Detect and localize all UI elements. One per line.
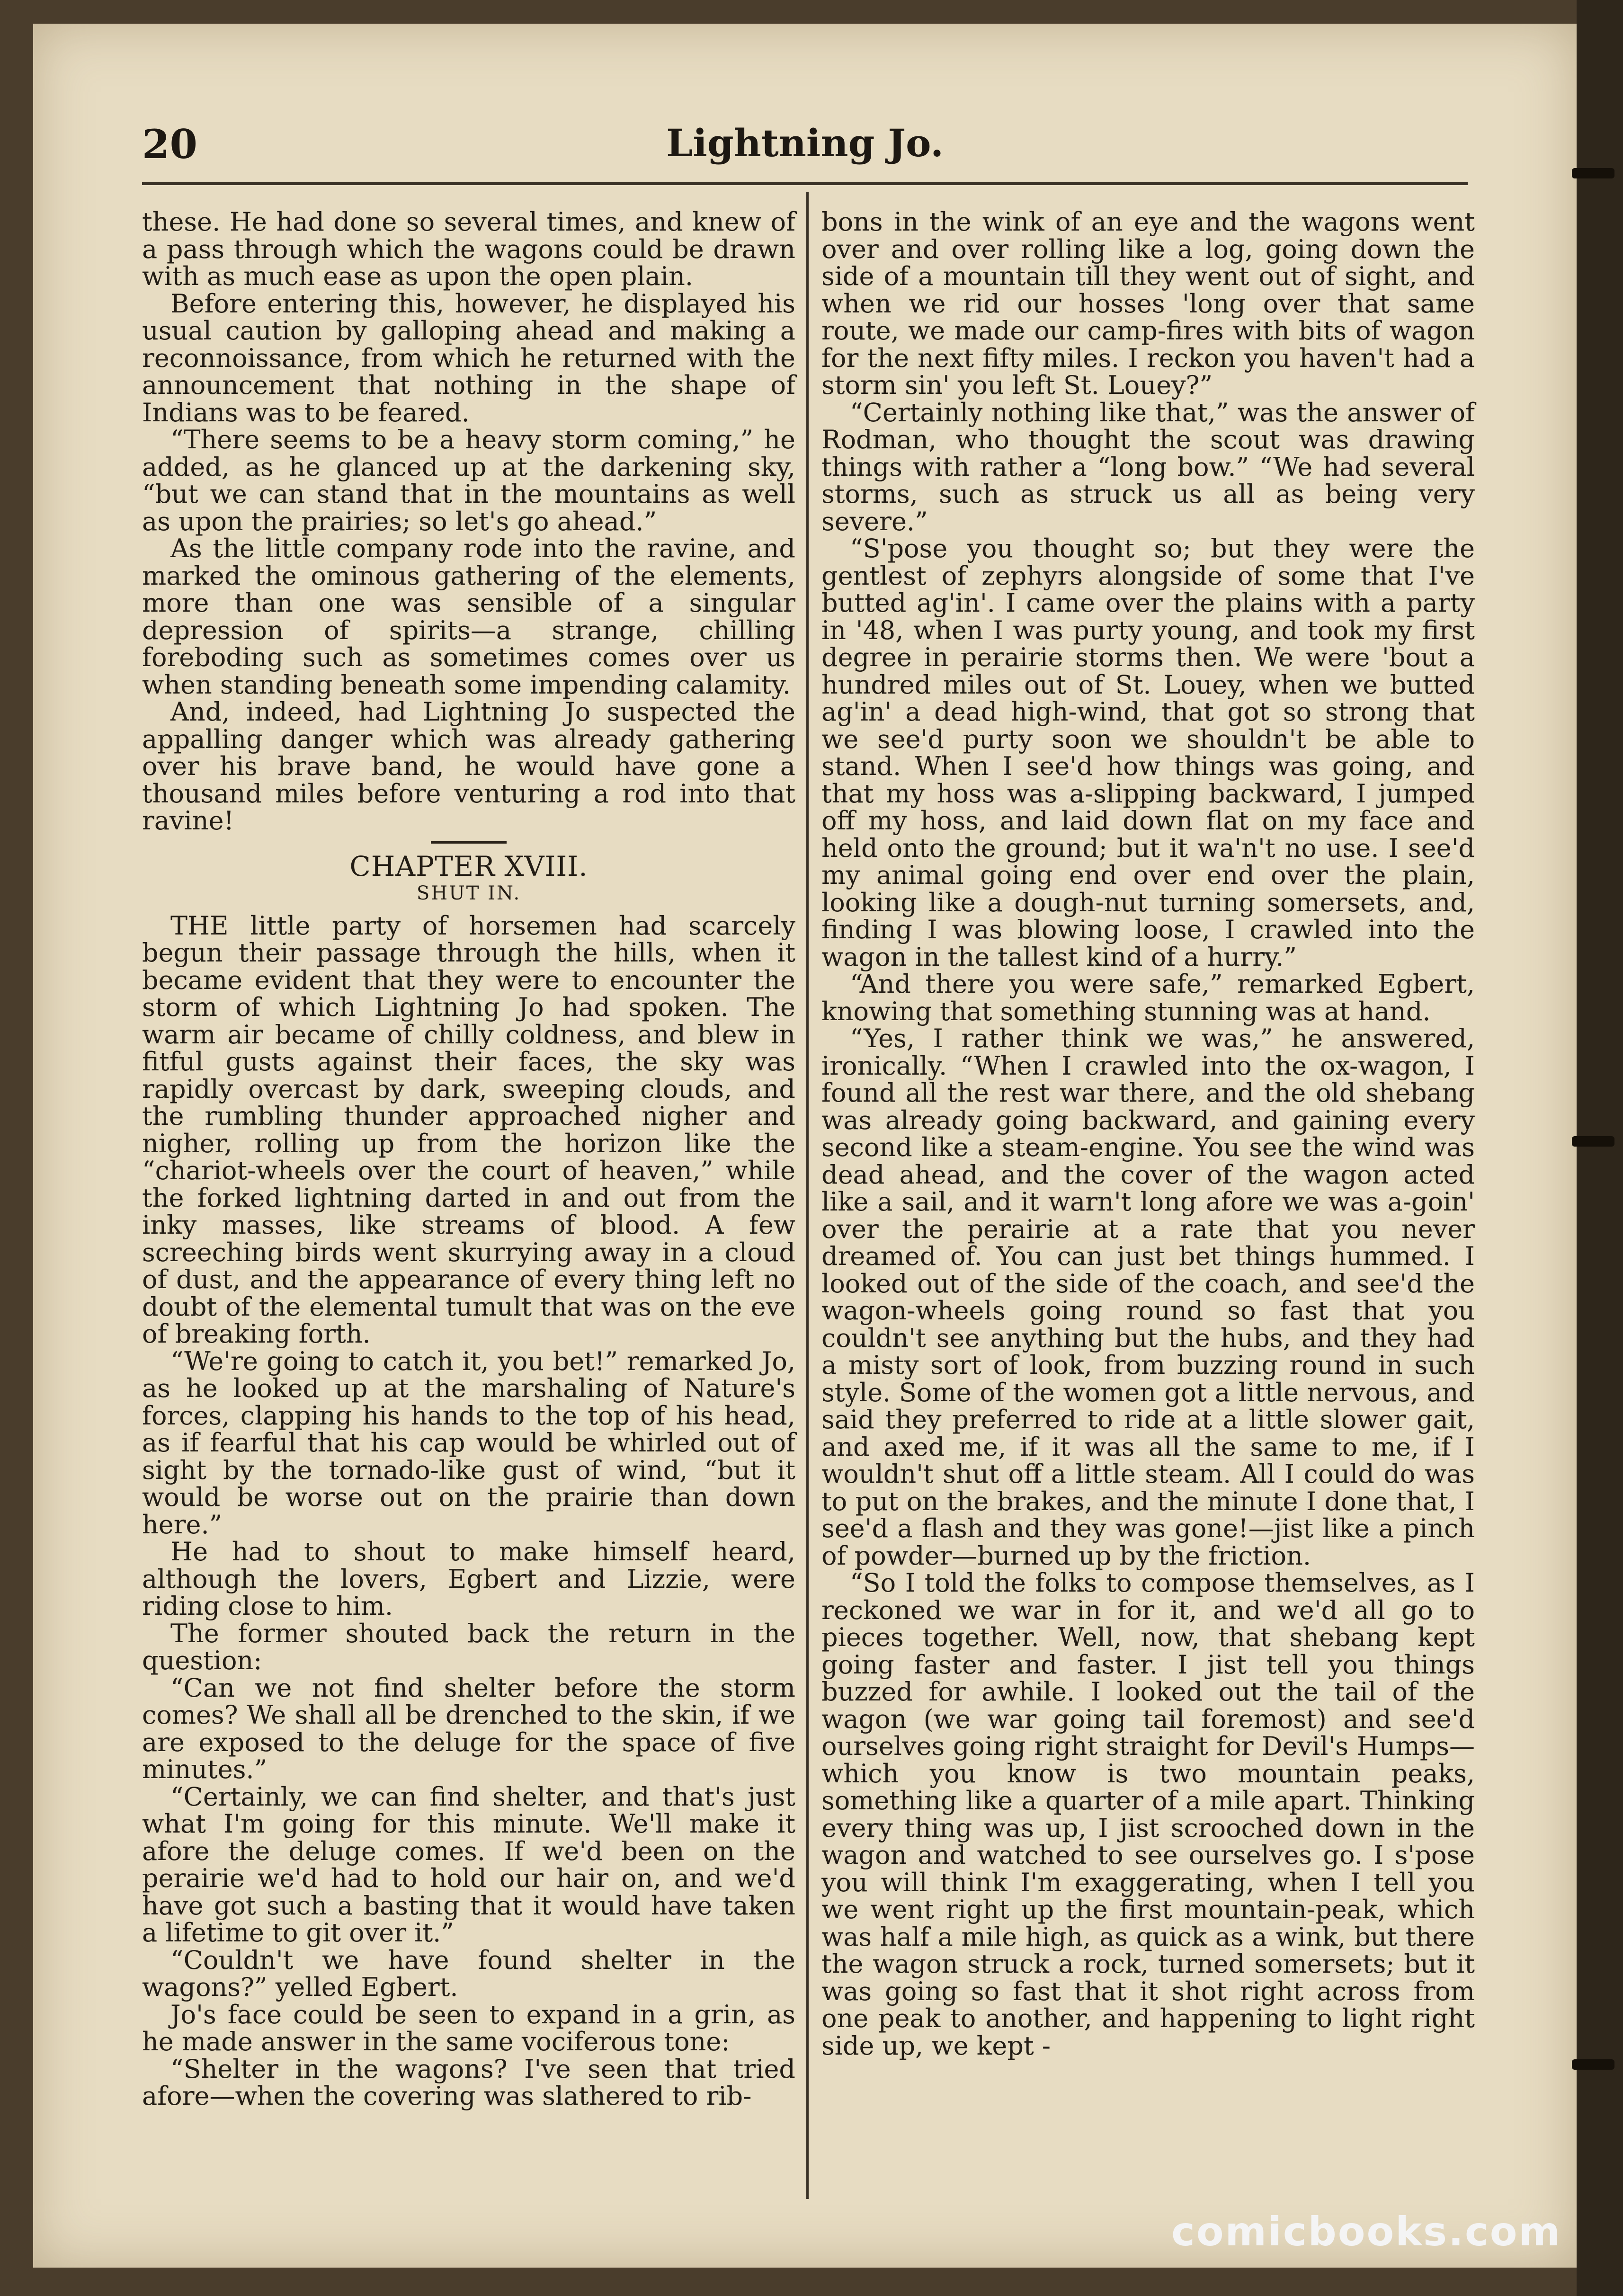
left-column xyxy=(142,208,795,2110)
section-separator xyxy=(431,841,507,844)
paragraph: “There seems to be a heavy storm coming,” he added, as he glanced up at the darkening sky, “but we can stand that in the mountains as well as upon the prairies; so let's go ahead.” xyxy=(142,425,795,536)
paragraph: these. He had done so several times, and knew of a pass through which the wagons could be drawn with as much ease as upon the open plain. xyxy=(142,207,795,291)
paragraph: THE little party of horsemen had scarcely begun their passage through the hills, when it became evident that they were to encounter the storm of which Lightning Jo had spoken. The warm air became of chilly coldness, and blew in fitful gusts against their faces, the sky was rapidly overcast by dark, sweeping clouds, and the rumbling thunder approached nigher and nigher, rolling up from the horizon like the “chariot-wheels over the court of heaven,” while the forked lightning darted in and out from the inky masses, like streams of blood. A few screeching birds went skurrying away in a cloud of dust, and the appearance of every thing left no doubt of the elemental tumult that was on the eve of breaking forth. xyxy=(142,910,795,1349)
paragraph: “So I told the folks to compose themselves, as I reckoned we war in for it, and we'd all go to pieces together. Well, now, that shebang kept going faster and faster. I jist tell you things buzzed for awhile. I looked out the tail of the wagon (we war going tail foremost) and see'd ourselves going right straight for Devil's Humps—which you know is two mountain peaks, something like a quarter of a mile apart. Thinking every thing was up, I jist scrooched down in the wagon and watched to see ourselves go. I s'pose you will think I'm exaggerating, when I tell you we went right up the first mountain-peak, which was half a mile high, as quick as a wink, but there the wagon struck a rock, turned somersets; but it was going so fast that it shot right across from one peak to another, and happening to light right side up, we kept - xyxy=(821,1568,1475,2061)
paragraph: Before entering this, however, he displayed his usual caution by galloping ahead and making a reconnoissance, from which he returned with the announcement that nothing in the shape of Indians was to be feared. xyxy=(142,288,795,427)
paragraph: “S'pose you thought so; but they were the gentlest of zephyrs alongside of some that I've butted ag'in'. I came over the plains with a party in '48, when I was purty young, and took my first degree in perairie storms then. We were 'bout a hundred miles out of St. Louey, when we butted ag'in' a dead high-wind, that got so strong that we see'd purty soon we shouldn't be able to stand. When I see'd how things was going, and that my hoss was a-slipping backward, I jumped off my hoss, and laid down flat on my face and held onto the ground; but it wa'n't no use. I see'd my animal going end over end over the plain, looking like a dough-nut turning somersets, and, finding I was blowing loose, I crawled into the wagon in the tallest kind of a hurry.” xyxy=(821,534,1475,972)
paragraph: “Certainly, we can find shelter, and that's just what I'm going for this minute. We'll make it afore the deluge comes. If we'd been on the perairie we'd had to hold our hair on, and we'd have got such a basting that it would have taken a lifetime to git over it.” xyxy=(142,1781,795,1948)
chapter-subtitle: SHUT IN. xyxy=(416,882,521,904)
paragraph: And, indeed, had Lightning Jo suspected the appalling danger which was already gathering over his brave band, he would have gone a thousand miles before venturing a rod into that ravine! xyxy=(142,697,795,836)
binding-stitch xyxy=(1572,1136,1614,1147)
paragraph: “Shelter in the wagons? I've seen that tried afore—when the covering was slathered to rib- xyxy=(142,2054,795,2111)
paragraph: He had to shout to make himself heard, although the lovers, Egbert and Lizzie, were riding close to him. xyxy=(142,1537,795,1621)
paragraph: As the little company rode into the ravine, and marked the ominous gathering of the elements, more than one was sensible of a singular depression of spirits—a strange, chilling foreboding such as sometimes comes over us when standing beneath some impending calamity. xyxy=(142,534,795,700)
paragraph: “Yes, I rather think we was,” he answered, ironically. “When I crawled into the ox-wagon, I found all the rest war there, and the old shebang was already going backward, and gaining every second like a steam-engine. You see the wind was dead ahead, and the cover of the wagon acted like a sail, and it warn't long afore we was a-goin' over the perairie at a rate that you never dreamed of. You can just bet things hummed. I looked out of the side of the coach, and see'd the wagon-wheels going round so fast that you couldn't see anything but the hubs, and they had a misty sort of look, from buzzing round in such style. Some of the women got a little nervous, and said they preferred to ride at a little slower gait, and axed me, if it was all the same to me, if I wouldn't shut off a little steam. All I could do was to put on the brakes, and the minute I done that, I see'd a flash and they was gone!—jist like a pinch of powder—burned up by the friction. xyxy=(821,1023,1475,1571)
binding-stitch xyxy=(1572,2059,1614,2070)
header-rule xyxy=(142,182,1468,185)
paragraph: “And there you were safe,” remarked Egbert, knowing that something stunning was at hand. xyxy=(821,969,1475,1026)
paragraph: The former shouted back the return in the question: xyxy=(142,1618,795,1675)
paragraph: “Certainly nothing like that,” was the answer of Rodman, who thought the scout was drawing things with rather a “long bow.” “We had several storms, such as struck us all as being very severe.” xyxy=(821,397,1475,536)
running-title: Lightning Jo. xyxy=(666,121,944,165)
binding-edge xyxy=(1577,0,1623,2296)
right-column xyxy=(821,208,1475,2059)
paragraph: “Can we not find shelter before the storm comes? We shall all be drenched to the skin, if we are exposed to the deluge for the space of five minutes.” xyxy=(142,1673,795,1784)
column-divider xyxy=(806,192,809,2199)
paragraph: “We're going to catch it, you bet!” remarked Jo, as he looked up at the marshaling of Nature's forces, clapping his hands to the top of his head, as if fearful that his cap would be whirled out of sight by the tornado-like gust of wind, “but it would be worse out on the prairie than down here.” xyxy=(142,1346,795,1540)
paragraph: bons in the wink of an eye and the wagons went over and over rolling like a log, going down the side of a mountain till they went out of sight, and when we rid our hosses 'long over that same route, we made our camp-fires with bits of wagon for the next fifty miles. I reckon you haven't had a storm sin' you left St. Louey?” xyxy=(821,207,1475,400)
paragraph: “Couldn't we have found shelter in the wagons?” yelled Egbert. xyxy=(142,1945,795,2002)
watermark: comicbooks.com xyxy=(1171,2208,1561,2255)
page-header xyxy=(142,121,1468,178)
page-number: 20 xyxy=(142,121,197,168)
paragraph: Jo's face could be seen to expand in a grin, as he made answer in the same vociferous tone: xyxy=(142,1999,795,2056)
binding-stitch xyxy=(1572,168,1614,178)
chapter-title: CHAPTER XVIII. xyxy=(349,850,588,882)
